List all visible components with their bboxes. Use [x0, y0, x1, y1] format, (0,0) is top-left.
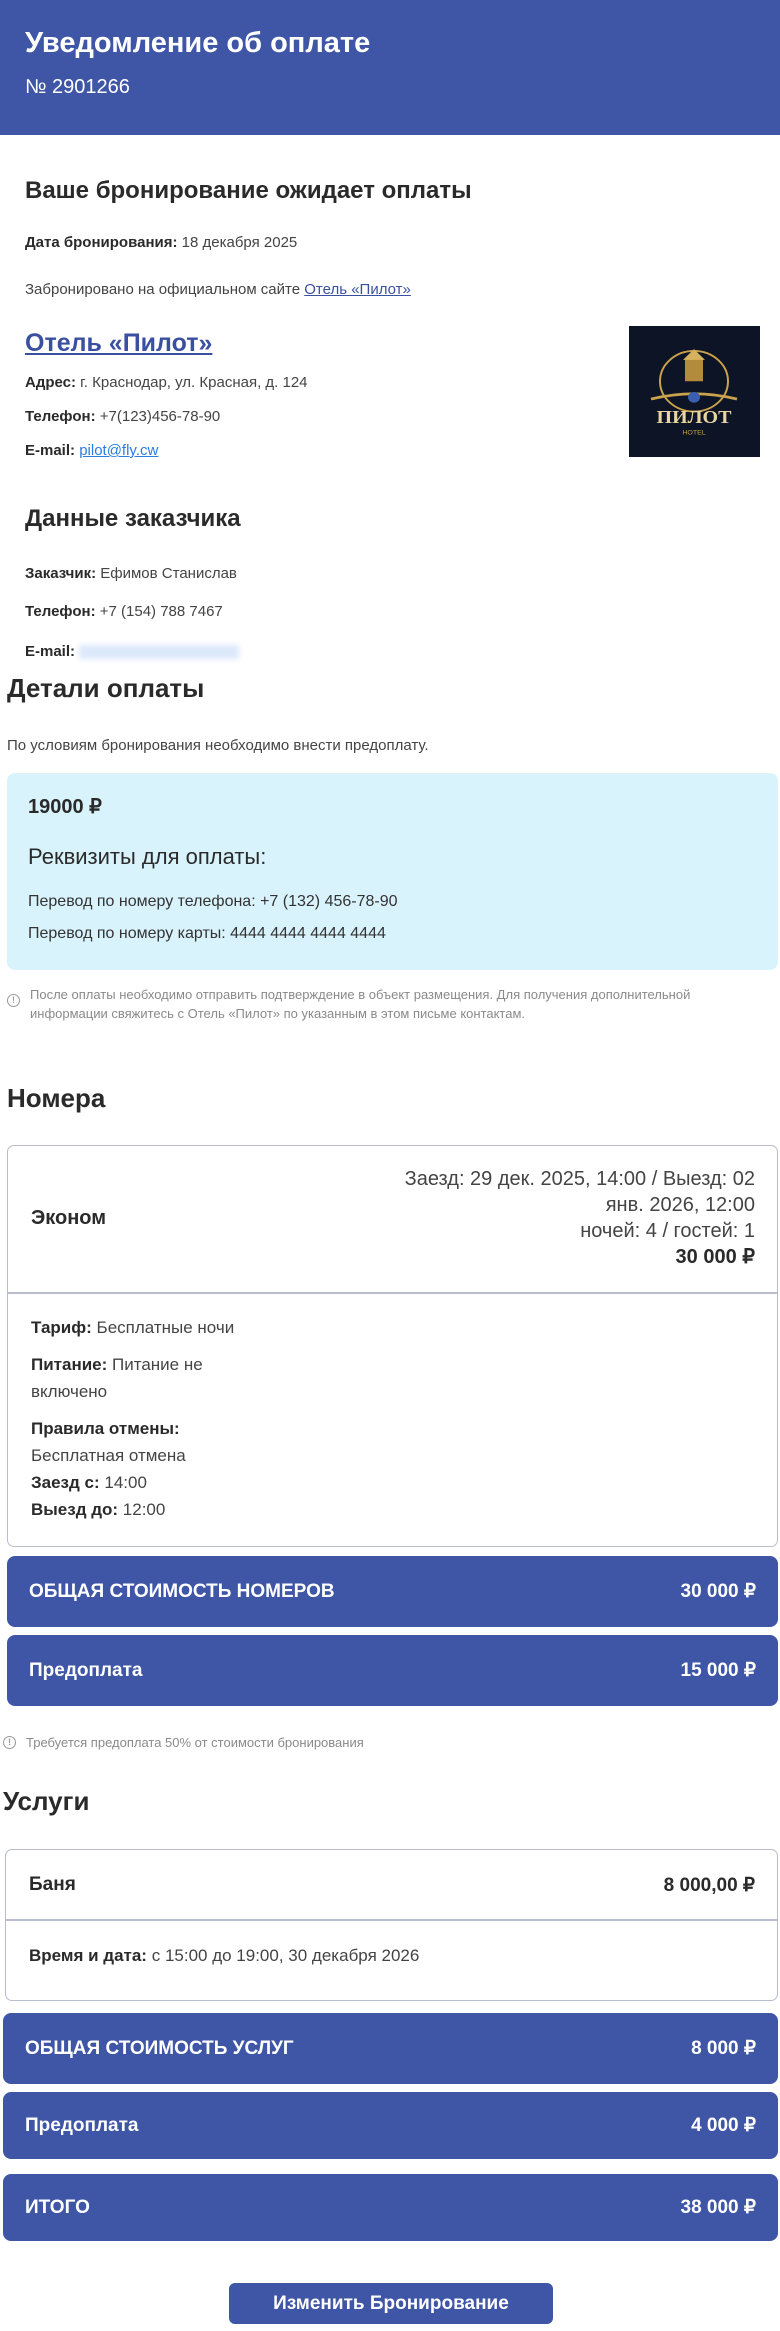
customer-phone: [25, 603, 223, 620]
value: 14:00: [104, 1473, 147, 1492]
payment-intro: По условиям бронирования необходимо внести предоплату.: [7, 737, 429, 754]
label: Телефон:: [25, 603, 96, 620]
rooms-heading: Номера: [7, 1083, 106, 1113]
hotel-email: [25, 442, 158, 459]
value: г. Краснодар, ул. Красная, д. 124: [80, 374, 308, 391]
divider: [6, 1919, 777, 1921]
customer-heading: Данные заказчика: [25, 505, 241, 532]
label: ОБЩАЯ СТОИМОСТЬ УСЛУГ: [25, 2037, 294, 2059]
services-total-bar: [3, 2013, 778, 2084]
value: с 15:00 до 19:00, 30 декабря 2026: [151, 1946, 420, 1965]
services-heading: Услуги: [3, 1786, 90, 1816]
services-prepay-bar: [3, 2092, 778, 2159]
service-card: [5, 1849, 778, 2001]
room-price: 30 000 ₽: [675, 1246, 755, 1268]
hotel-site-link[interactable]: Отель «Пилот»: [304, 281, 411, 298]
value: +7(123)456-78-90: [99, 408, 221, 425]
room-checkout: [31, 1496, 241, 1523]
hotel-email-link[interactable]: pilot@fly.cw: [79, 442, 159, 459]
label: Питание:: [31, 1355, 108, 1374]
label: ИТОГО: [25, 2196, 90, 2218]
label: ОБЩАЯ СТОИМОСТЬ НОМЕРОВ: [29, 1580, 335, 1602]
value: Питание не включено: [31, 1355, 203, 1401]
payment-amount: 19000 ₽: [28, 796, 102, 818]
room-details: [31, 1314, 241, 1523]
value: +7 (154) 788 7467: [99, 603, 223, 620]
label: Дата бронирования:: [25, 234, 178, 251]
card-transfer: Перевод по номеру карты: 4444 4444 4444 4444: [28, 925, 386, 942]
label: Предоплата: [29, 1659, 143, 1681]
value: 4 000 ₽: [691, 2115, 756, 2136]
value: 38 000 ₽: [680, 2197, 756, 2218]
room-meals: [31, 1351, 241, 1405]
value: 12:00: [122, 1500, 166, 1519]
change-booking-button[interactable]: Изменить Бронирование: [229, 2283, 553, 2324]
label: Адрес:: [25, 374, 76, 391]
divider: [8, 1292, 777, 1294]
room-card: [7, 1145, 778, 1547]
label: E-mail:: [25, 442, 76, 459]
hotel-logo: [629, 326, 760, 457]
rooms-total-bar: [7, 1556, 778, 1627]
prepay-note: Требуется предоплата 50% от стоимости бронирования: [26, 1735, 364, 1750]
label: Тариф:: [31, 1318, 92, 1337]
payment-box: [7, 773, 778, 970]
value: 18 декабря 2025: [181, 234, 298, 251]
booked-on: [25, 281, 411, 298]
value: Ефимов Станислав: [100, 565, 237, 582]
customer-name: [25, 565, 237, 582]
requisites-heading: Реквизиты для оплаты:: [28, 844, 267, 869]
booking-heading: Ваше бронирование ожидает оплаты: [25, 177, 472, 204]
label: Забронировано на официальном сайте: [25, 281, 301, 298]
room-name: Эконом: [31, 1207, 107, 1229]
customer-email: [25, 643, 239, 660]
hotel-logo-emblem-icon: [629, 326, 760, 457]
label: E-mail:: [25, 643, 76, 660]
label: Телефон:: [25, 408, 96, 425]
grand-total-bar: [3, 2174, 778, 2241]
service-price: 8 000,00 ₽: [663, 1875, 755, 1896]
value: Бесплатная отмена: [31, 1446, 186, 1465]
info-icon: !: [7, 994, 20, 1007]
hotel-name-link[interactable]: Отель «Пилот»: [25, 329, 213, 357]
room-dates-line1: Заезд: 29 дек. 2025, 14:00 / Выезд: 02: [404, 1168, 755, 1190]
room-checkin: [31, 1469, 241, 1496]
room-stay-info: [405, 1166, 755, 1270]
value: Бесплатные ночи: [96, 1318, 235, 1337]
value: 15 000 ₽: [680, 1660, 756, 1681]
label: Правила отмены:: [31, 1419, 180, 1438]
label: Заказчик:: [25, 565, 97, 582]
payment-heading: Детали оплаты: [7, 673, 205, 703]
header-banner: [0, 0, 780, 135]
hotel-phone: [25, 408, 220, 425]
svg-text:ПИЛОТ: ПИЛОТ: [656, 408, 732, 428]
label: Предоплата: [25, 2114, 139, 2136]
value: 8 000 ₽: [691, 2038, 756, 2059]
room-tariff: [31, 1314, 241, 1341]
info-icon: !: [3, 1736, 16, 1749]
phone-transfer: Перевод по номеру телефона: +7 (132) 456-78-90: [28, 893, 398, 910]
room-dates-line2: янв. 2026, 12:00: [605, 1194, 755, 1216]
notification-number: № 2901266: [25, 76, 130, 98]
payment-note: После оплаты необходимо отправить подтверждение в объект размещения. Для получения дополнительной информации свяжитесь с Отель «Пилот» по указанным в этом письме контактам.: [30, 987, 691, 1021]
room-cancel-policy: [31, 1415, 241, 1469]
rooms-prepay-bar: [7, 1635, 778, 1706]
service-time: [29, 1942, 419, 1969]
page-title: Уведомление об оплате: [25, 27, 371, 59]
booking-date: [25, 234, 297, 251]
label: Время и дата:: [29, 1946, 147, 1965]
blurred-email: [79, 645, 239, 659]
hotel-address: [25, 374, 308, 391]
value: 30 000 ₽: [680, 1581, 756, 1602]
label: Заезд с:: [31, 1473, 100, 1492]
room-nights-guests: ночей: 4 / гостей: 1: [580, 1220, 755, 1242]
label: Выезд до:: [31, 1500, 119, 1519]
service-name: Баня: [29, 1874, 76, 1895]
svg-text:HOTEL: HOTEL: [682, 430, 706, 437]
